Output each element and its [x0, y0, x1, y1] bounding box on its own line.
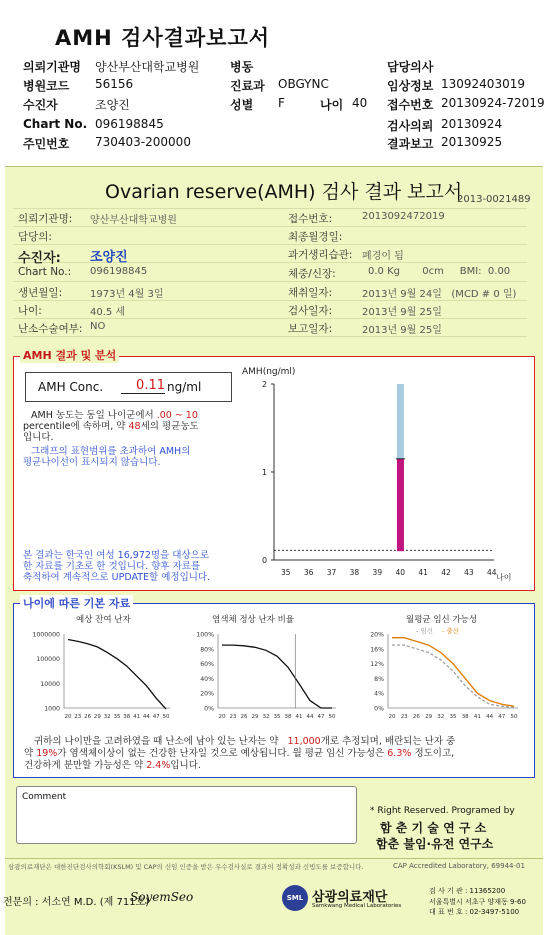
remaining-eggs-chart [18, 612, 178, 727]
amh-chart-ytick: 2 [262, 380, 268, 389]
r-label-chart-no: Chart No.: [18, 266, 72, 278]
age-chart-2-xtick: 26 [240, 714, 248, 720]
r-value-surgery: NO [90, 321, 106, 332]
r-value-collection: 2013년 9월 24일 (MCD # 0 일) [362, 289, 517, 300]
age-chart-3-xtick: 35 [449, 714, 457, 720]
r-label-doctor: 담당의: [18, 231, 52, 243]
age-chart-2-title: 염색체 정상 난자 비율 [212, 615, 295, 625]
age-chart-2-xtick: 29 [251, 714, 259, 720]
r-value-receipt-no: 2013092472019 [362, 211, 445, 222]
amh-chart-xtick: 38 [349, 568, 360, 577]
amh-desc1-line1: AMH 농도는 동일 나이군에서 .00 ~ 10 [31, 410, 198, 421]
footer-org: 삼광의료재단 [312, 890, 388, 905]
footer-info3: 대 표 번 호 : 02-3497-5100 [429, 908, 520, 916]
r-value-patient: 조양진 [90, 250, 128, 265]
footer-doctor: 전문의 : 서소연 M.D. (제 711호) [3, 897, 150, 908]
age-chart-2-xtick: 38 [284, 714, 292, 720]
rights-line1: * Right Reserved. Programed by [370, 806, 515, 816]
age-chart-1-ytick: 100000 [36, 656, 60, 664]
age-chart-2-xtick: 20 [218, 714, 226, 720]
r-value-institution: 양산부산대학교병원 [90, 215, 177, 226]
footer-org-en: Samkwang Medical Laboratories [312, 903, 402, 909]
age-chart-3-xtick: 41 [473, 714, 481, 720]
label-resident-no: 주민번호 [23, 137, 70, 151]
amh-chart-xlabel: 나이 [496, 573, 512, 582]
age-chart-1-series-line [68, 640, 166, 710]
age-chart-1-xtick: 26 [84, 714, 92, 720]
label-patient: 수진자 [23, 98, 58, 112]
amh-chart [238, 360, 528, 588]
amh-chart-xtick: 36 [303, 568, 314, 577]
footer-info2: 서울특별시 서초구 양재동 9-60 [429, 898, 526, 906]
amh-desc3-line1: 본 결과는 한국인 여성 16,972명을 대상으로 [23, 550, 209, 561]
label-ward: 병동 [230, 60, 254, 74]
amh-chart-xtick: 40 [395, 568, 405, 577]
age-chart-3-xtick: 50 [510, 714, 518, 720]
age-chart-2-xtick: 23 [229, 714, 237, 720]
amh-section-title: AMH 결과 및 분석 [20, 347, 119, 363]
r-label-test-date: 검사일자: [288, 305, 333, 317]
amh-chart-xtick: 39 [372, 568, 383, 577]
amh-chart-xtick: 44 [487, 568, 497, 577]
age-chart-2-xtick: 47 [317, 714, 325, 720]
label-chart-no: Chart No. [23, 117, 88, 131]
r-label-menstrual: 과거생리습관: [288, 249, 353, 261]
footer-signature: SoyemSeo [130, 890, 194, 904]
label-doctor: 담당의사 [387, 60, 434, 74]
footer-info1: 검 사 기 관 : 11365200 [429, 887, 506, 895]
value-resident-no: 730403-200000 [95, 135, 191, 149]
label-institution: 의뢰기관명 [23, 60, 81, 74]
age-chart-1-xtick: 23 [74, 714, 82, 720]
amh-desc3-line3: 축적하여 계속적으로 UPDATE할 예정입니다. [23, 572, 211, 583]
label-age: 나이 [320, 98, 344, 112]
age-chart-3-title: 월평균 임신 가능성 [406, 615, 478, 625]
r-value-menstrual: 폐경이 됨 [362, 251, 404, 262]
label-test-request: 검사의뢰 [387, 119, 434, 133]
amh-chart-ytick: 1 [262, 468, 268, 477]
r-label-lmp: 최종월경일: [288, 231, 343, 243]
amh-conc-value: 0.11 [121, 378, 165, 394]
age-chart-3-ytick: 16% [370, 646, 384, 654]
age-chart-2-xtick: 32 [262, 714, 270, 720]
r-value-weight-height: 0.0 Kg 0cm BMI: 0.00 [368, 266, 511, 277]
amh-bar-lower [397, 459, 404, 551]
value-test-request: 20130924 [441, 117, 503, 131]
age-chart-1-xtick: 41 [133, 714, 141, 720]
age-chart-3-ytick: 0% [374, 705, 384, 713]
report-title: Ovarian reserve(AMH) 검사 결과 보고서 [105, 181, 463, 203]
value-receipt-no: 20130924-72019 [441, 96, 545, 110]
age-chart-2-ytick: 100% [196, 631, 214, 639]
amh-chart-xtick: 37 [326, 568, 337, 577]
r-label-receipt-no: 접수번호: [288, 213, 333, 225]
page-title: AMH 검사결과보고서 [55, 26, 271, 50]
value-department: OBGYNC [278, 77, 329, 91]
amh-desc2-line1: 그래프의 표현범위를 초과하여 AMH의 [31, 446, 191, 457]
age-chart-2-series-line [222, 645, 332, 708]
label-department: 진료과 [230, 79, 265, 93]
age-chart-3-xtick: 44 [486, 714, 494, 720]
amh-chart-xtick: 42 [441, 568, 451, 577]
amh-bar-upper [397, 384, 404, 459]
amh-chart-ylabel: AMH(ng/ml) [242, 367, 296, 377]
age-chart-1-xtick: 38 [123, 714, 131, 720]
value-age: 40 [352, 96, 368, 110]
age-chart-2-xtick: 50 [328, 714, 336, 720]
age-chart-3-xtick: 26 [412, 714, 420, 720]
age-section-title: 나이에 따른 기본 자료 [20, 595, 133, 611]
age-chart-2-ytick: 80% [200, 646, 214, 654]
age-chart-3-series-line [392, 638, 514, 707]
amh-desc3-line2: 한 자료를 기초로 한 것입니다. 향후 자료를 [23, 561, 201, 572]
age-chart-3-ytick: 12% [370, 661, 384, 669]
footer-cap: CAP Accredited Laboratory, 69944-01 [393, 862, 525, 870]
value-patient: 조양진 [95, 98, 130, 112]
amh-chart-xtick: 41 [418, 568, 428, 577]
legend-birth: - 출산 [442, 627, 459, 635]
age-chart-1-ytick: 1000 [44, 705, 60, 713]
comment-box [16, 786, 357, 844]
r-label-institution: 의뢰기관명: [18, 213, 73, 225]
age-chart-1-xtick: 32 [103, 714, 111, 720]
age-chart-2-ytick: 0% [204, 705, 214, 713]
value-institution: 양산부산대학교병원 [95, 60, 200, 74]
age-chart-3-xtick: 47 [498, 714, 506, 720]
amh-chart-xtick: 35 [281, 568, 291, 577]
amh-desc1-line2: percentile에 속하며, 약 48세의 평균농도 [23, 421, 199, 432]
age-chart-1-title: 예상 잔여 난자 [76, 615, 131, 625]
age-chart-1-ytick: 10000 [40, 680, 60, 688]
age-chart-3-xtick: 38 [461, 714, 469, 720]
age-chart-3-ytick: 8% [374, 675, 384, 683]
pregnancy-chance-chart [356, 612, 526, 727]
r-label-report-date: 보고일자: [288, 323, 333, 335]
age-chart-1-xtick: 44 [142, 714, 150, 720]
r-label-age: 나이: [18, 305, 42, 317]
r-value-age: 40.5 세 [90, 307, 126, 318]
legend-pregnancy: - 임신 [416, 627, 433, 635]
label-receipt-no: 접수번호 [387, 98, 434, 112]
rights-line3: 함춘 불임·유전 연구소 [376, 837, 494, 851]
label-clinical-info: 임상정보 [387, 79, 434, 93]
age-chart-2-ytick: 20% [200, 690, 214, 698]
age-chart-1-xtick: 29 [93, 714, 101, 720]
value-hospital-code: 56156 [95, 77, 134, 91]
label-result-report: 결과보고 [387, 137, 434, 151]
amh-chart-ytick: 0 [262, 556, 268, 565]
age-chart-1-ytick: 1000000 [32, 631, 60, 639]
r-value-test-date: 2013년 9월 25일 [362, 307, 442, 318]
age-chart-1-xtick: 35 [113, 714, 121, 720]
r-value-chart-no: 096198845 [90, 266, 148, 277]
amh-conc-label: AMH Conc. [38, 380, 104, 394]
age-chart-3-xtick: 20 [388, 714, 396, 720]
label-sex: 성별 [230, 98, 254, 112]
r-label-surgery: 난소수술여부: [18, 323, 83, 335]
age-chart-2-ytick: 40% [200, 675, 214, 683]
age-chart-1-xtick: 50 [162, 714, 170, 720]
age-chart-2-xtick: 41 [295, 714, 303, 720]
age-summary: 귀하의 나이만을 고려하였을 때 난소에 남아 있는 난자는 약 11,000개로 추정되며, 배란되는 난자 중 약 19%가 염색체이상이 없는 건강한 난자일 것으로 예상됩니다. 월 평균 임신 가능성은 6.3% 정도이고, 건강하게 분만할 가능성은 약 2.4%입니다. [24, 736, 456, 771]
amh-desc2-line2: 평균나이선이 표시되지 않습니다. [23, 457, 161, 468]
age-chart-3-ytick: 20% [370, 631, 384, 639]
r-label-patient: 수진자: [18, 251, 61, 266]
age-chart-2-xtick: 44 [306, 714, 314, 720]
value-chart-no: 096198845 [95, 117, 164, 131]
rights-line2: 함 춘 기 술 연 구 소 [380, 821, 487, 835]
age-chart-1-xtick: 20 [64, 714, 72, 720]
footer-note: 삼광의료재단은 대한진단검사의학회(KSLM) 및 CAP의 신임 인증을 받은 우수검사실로 결과의 정확성과 신빙도를 보증합니다. [8, 863, 364, 871]
value-sex: F [278, 96, 285, 110]
r-value-report-date: 2013년 9월 25일 [362, 325, 442, 336]
amh-chart-xtick: 43 [464, 568, 474, 577]
r-label-birth: 생년월일: [18, 287, 63, 299]
r-label-collection: 채취일자: [288, 287, 333, 299]
comment-label: Comment [22, 792, 67, 802]
value-clinical-info: 13092403019 [441, 77, 525, 91]
samkwang-logo: SML [282, 885, 308, 911]
r-label-weight-height: 체중/신장: [288, 268, 336, 280]
age-chart-3-ytick: 4% [374, 690, 384, 698]
age-chart-3-xtick: 29 [425, 714, 433, 720]
normal-chromosome-chart [186, 612, 346, 727]
report-doc-number: 2013-0021489 [457, 194, 531, 205]
label-hospital-code: 병원코드 [23, 79, 70, 93]
age-chart-3-xtick: 32 [437, 714, 445, 720]
amh-conc-unit: ng/ml [167, 380, 202, 394]
amh-desc1-line3: 입니다. [23, 432, 54, 443]
age-chart-3-xtick: 23 [400, 714, 408, 720]
r-value-birth: 1973년 4월 3일 [90, 289, 164, 300]
value-result-report: 20130925 [441, 135, 503, 149]
age-chart-2-ytick: 60% [200, 661, 214, 669]
age-chart-3-series-line [392, 645, 514, 707]
age-chart-1-xtick: 47 [152, 714, 160, 720]
age-chart-2-xtick: 35 [273, 714, 281, 720]
